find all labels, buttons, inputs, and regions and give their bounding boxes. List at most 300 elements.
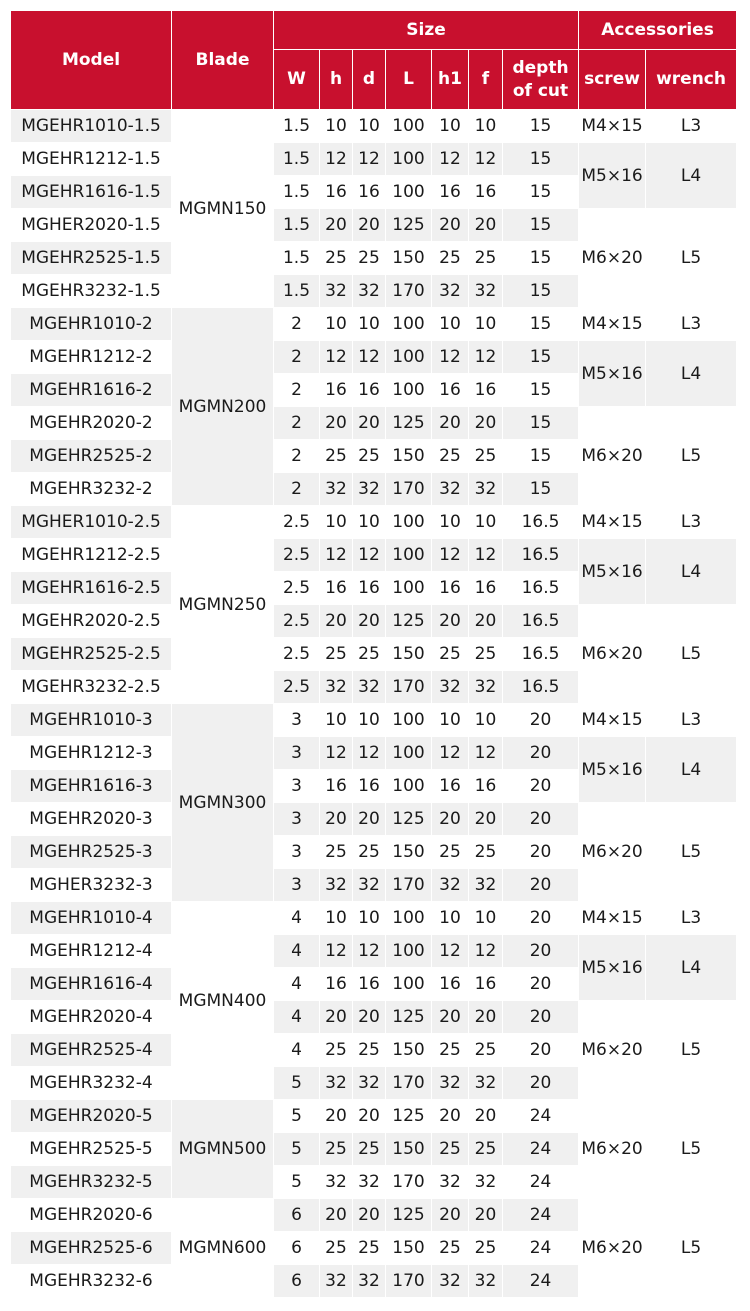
size-cell: 32 bbox=[432, 1166, 469, 1199]
size-cell: 32 bbox=[469, 1067, 503, 1100]
model-cell: MGEHR3232-5 bbox=[11, 1166, 172, 1199]
model-cell: MGEHR2525-4 bbox=[11, 1034, 172, 1067]
size-cell: 16.5 bbox=[503, 506, 579, 539]
screw-cell: M4×15 bbox=[579, 704, 646, 737]
size-cell: 3 bbox=[274, 836, 320, 869]
size-cell: 32 bbox=[353, 275, 386, 308]
size-cell: 25 bbox=[469, 1133, 503, 1166]
size-cell: 25 bbox=[320, 242, 353, 275]
size-cell: 20 bbox=[503, 803, 579, 836]
screw-cell: M5×16 bbox=[579, 935, 646, 1001]
size-cell: 20 bbox=[469, 1001, 503, 1034]
size-cell: 16 bbox=[320, 374, 353, 407]
size-cell: 10 bbox=[432, 308, 469, 341]
size-cell: 32 bbox=[469, 1265, 503, 1298]
screw-cell: M5×16 bbox=[579, 341, 646, 407]
screw-cell: M5×16 bbox=[579, 143, 646, 209]
model-cell: MGEHR1616-1.5 bbox=[11, 176, 172, 209]
size-cell: 12 bbox=[432, 341, 469, 374]
size-cell: 25 bbox=[353, 836, 386, 869]
screw-cell: M6×20 bbox=[579, 1199, 646, 1298]
size-cell: 15 bbox=[503, 473, 579, 506]
size-cell: 24 bbox=[503, 1265, 579, 1298]
size-cell: 15 bbox=[503, 209, 579, 242]
size-cell: 20 bbox=[432, 1100, 469, 1133]
size-cell: 25 bbox=[469, 1232, 503, 1265]
size-cell: 15 bbox=[503, 143, 579, 176]
size-cell: 5 bbox=[274, 1166, 320, 1199]
size-cell: 25 bbox=[432, 836, 469, 869]
size-cell: 16 bbox=[353, 770, 386, 803]
wrench-cell: L4 bbox=[646, 935, 736, 1001]
size-cell: 100 bbox=[386, 374, 432, 407]
screw-cell: M6×20 bbox=[579, 605, 646, 704]
size-cell: 12 bbox=[320, 737, 353, 770]
table-row bbox=[11, 1001, 736, 1034]
size-cell: 12 bbox=[469, 935, 503, 968]
size-cell: 32 bbox=[353, 1067, 386, 1100]
size-cell: 25 bbox=[432, 1232, 469, 1265]
blade-cell: MGMN200 bbox=[172, 308, 274, 506]
size-cell: 2 bbox=[274, 440, 320, 473]
table-row bbox=[11, 209, 736, 242]
size-cell: 32 bbox=[432, 473, 469, 506]
wrench-cell: L4 bbox=[646, 341, 736, 407]
size-cell: 15 bbox=[503, 242, 579, 275]
size-cell: 20 bbox=[320, 1199, 353, 1232]
size-cell: 5 bbox=[274, 1067, 320, 1100]
size-cell: 10 bbox=[432, 506, 469, 539]
size-cell: 24 bbox=[503, 1166, 579, 1199]
model-cell: MGEHR2020-6 bbox=[11, 1199, 172, 1232]
size-cell: 20 bbox=[469, 209, 503, 242]
size-cell: 15 bbox=[503, 275, 579, 308]
size-cell: 20 bbox=[320, 605, 353, 638]
model-cell: MGEHR1616-2 bbox=[11, 374, 172, 407]
model-cell: MGEHR2525-5 bbox=[11, 1133, 172, 1166]
size-cell: 25 bbox=[432, 638, 469, 671]
header-h: h bbox=[320, 50, 353, 110]
size-cell: 2 bbox=[274, 473, 320, 506]
model-cell: MGEHR2020-2 bbox=[11, 407, 172, 440]
table-row bbox=[11, 143, 736, 176]
size-cell: 100 bbox=[386, 506, 432, 539]
size-cell: 10 bbox=[353, 704, 386, 737]
size-cell: 32 bbox=[469, 1166, 503, 1199]
size-cell: 15 bbox=[503, 374, 579, 407]
size-cell: 12 bbox=[469, 737, 503, 770]
model-cell: MGEHR2020-5 bbox=[11, 1100, 172, 1133]
model-cell: MGEHR2525-2 bbox=[11, 440, 172, 473]
table-row bbox=[11, 704, 736, 737]
size-cell: 125 bbox=[386, 1100, 432, 1133]
size-cell: 10 bbox=[320, 308, 353, 341]
size-cell: 15 bbox=[503, 110, 579, 143]
size-cell: 10 bbox=[469, 308, 503, 341]
size-cell: 32 bbox=[320, 1265, 353, 1298]
size-cell: 32 bbox=[469, 473, 503, 506]
model-cell: MGEHR1010-3 bbox=[11, 704, 172, 737]
size-cell: 2.5 bbox=[274, 638, 320, 671]
size-cell: 25 bbox=[353, 1034, 386, 1067]
header-depth-of-cut: depth of cut bbox=[503, 50, 579, 110]
size-cell: 6 bbox=[274, 1199, 320, 1232]
size-cell: 25 bbox=[320, 440, 353, 473]
size-cell: 100 bbox=[386, 341, 432, 374]
size-cell: 12 bbox=[432, 737, 469, 770]
size-cell: 24 bbox=[503, 1133, 579, 1166]
size-cell: 100 bbox=[386, 968, 432, 1001]
size-cell: 25 bbox=[469, 440, 503, 473]
model-cell: MGEHR1616-4 bbox=[11, 968, 172, 1001]
size-cell: 5 bbox=[274, 1133, 320, 1166]
model-cell: MGEHR1212-3 bbox=[11, 737, 172, 770]
size-cell: 12 bbox=[432, 143, 469, 176]
table-row bbox=[11, 110, 736, 143]
size-cell: 32 bbox=[320, 869, 353, 902]
wrench-cell: L5 bbox=[646, 1199, 736, 1298]
size-cell: 32 bbox=[432, 1067, 469, 1100]
table-row bbox=[11, 1199, 736, 1232]
table-row bbox=[11, 1100, 736, 1133]
size-cell: 100 bbox=[386, 704, 432, 737]
table-row bbox=[11, 737, 736, 770]
size-cell: 25 bbox=[353, 638, 386, 671]
size-cell: 20 bbox=[353, 803, 386, 836]
screw-cell: M4×15 bbox=[579, 110, 646, 143]
size-cell: 12 bbox=[353, 341, 386, 374]
size-cell: 25 bbox=[432, 440, 469, 473]
size-cell: 100 bbox=[386, 737, 432, 770]
size-cell: 32 bbox=[320, 671, 353, 704]
header-wrench: wrench bbox=[646, 50, 736, 110]
size-cell: 3 bbox=[274, 770, 320, 803]
model-cell: MGEHR2525-1.5 bbox=[11, 242, 172, 275]
size-cell: 100 bbox=[386, 176, 432, 209]
wrench-cell: L4 bbox=[646, 737, 736, 803]
table-body bbox=[11, 110, 736, 1298]
size-cell: 4 bbox=[274, 1001, 320, 1034]
size-cell: 16 bbox=[353, 968, 386, 1001]
size-cell: 16.5 bbox=[503, 572, 579, 605]
size-cell: 16 bbox=[432, 968, 469, 1001]
size-cell: 1.5 bbox=[274, 242, 320, 275]
table-row bbox=[11, 341, 736, 374]
size-cell: 25 bbox=[353, 1133, 386, 1166]
size-cell: 16 bbox=[353, 176, 386, 209]
model-cell: MGEHR1212-2 bbox=[11, 341, 172, 374]
size-cell: 25 bbox=[432, 1133, 469, 1166]
size-cell: 16 bbox=[469, 968, 503, 1001]
table-row bbox=[11, 605, 736, 638]
size-cell: 32 bbox=[353, 869, 386, 902]
size-cell: 20 bbox=[432, 803, 469, 836]
model-cell: MGEHR2525-3 bbox=[11, 836, 172, 869]
size-cell: 16 bbox=[469, 374, 503, 407]
size-cell: 2.5 bbox=[274, 539, 320, 572]
size-cell: 12 bbox=[432, 935, 469, 968]
size-cell: 3 bbox=[274, 803, 320, 836]
table-row bbox=[11, 407, 736, 440]
size-cell: 2 bbox=[274, 341, 320, 374]
size-cell: 20 bbox=[503, 1067, 579, 1100]
header-blade: Blade bbox=[172, 11, 274, 110]
wrench-cell: L3 bbox=[646, 308, 736, 341]
model-cell: MGEHR3232-4 bbox=[11, 1067, 172, 1100]
screw-cell: M5×16 bbox=[579, 737, 646, 803]
size-cell: 100 bbox=[386, 539, 432, 572]
table-row bbox=[11, 935, 736, 968]
size-cell: 25 bbox=[353, 440, 386, 473]
size-cell: 10 bbox=[432, 704, 469, 737]
size-cell: 16 bbox=[432, 176, 469, 209]
size-cell: 20 bbox=[320, 407, 353, 440]
size-cell: 32 bbox=[320, 1166, 353, 1199]
size-cell: 16 bbox=[320, 770, 353, 803]
size-cell: 12 bbox=[320, 143, 353, 176]
size-cell: 20 bbox=[320, 803, 353, 836]
size-cell: 150 bbox=[386, 1133, 432, 1166]
size-cell: 25 bbox=[432, 242, 469, 275]
size-cell: 2.5 bbox=[274, 605, 320, 638]
size-cell: 32 bbox=[353, 1265, 386, 1298]
size-cell: 150 bbox=[386, 1034, 432, 1067]
size-cell: 6 bbox=[274, 1232, 320, 1265]
size-cell: 6 bbox=[274, 1265, 320, 1298]
size-cell: 20 bbox=[503, 704, 579, 737]
model-cell: MGEHR3232-6 bbox=[11, 1265, 172, 1298]
size-cell: 125 bbox=[386, 605, 432, 638]
size-cell: 32 bbox=[432, 869, 469, 902]
size-cell: 20 bbox=[469, 605, 503, 638]
size-cell: 20 bbox=[469, 803, 503, 836]
size-cell: 25 bbox=[320, 638, 353, 671]
screw-cell: M5×16 bbox=[579, 539, 646, 605]
wrench-cell: L3 bbox=[646, 902, 736, 935]
size-cell: 32 bbox=[353, 671, 386, 704]
size-cell: 16 bbox=[320, 968, 353, 1001]
size-cell: 20 bbox=[503, 968, 579, 1001]
size-cell: 150 bbox=[386, 836, 432, 869]
blade-cell: MGMN250 bbox=[172, 506, 274, 704]
blade-cell: MGMN300 bbox=[172, 704, 274, 902]
size-cell: 24 bbox=[503, 1232, 579, 1265]
screw-cell: M4×15 bbox=[579, 902, 646, 935]
blade-cell: MGMN500 bbox=[172, 1100, 274, 1199]
model-cell: MGEHR3232-2 bbox=[11, 473, 172, 506]
size-cell: 10 bbox=[432, 902, 469, 935]
size-cell: 16 bbox=[353, 572, 386, 605]
size-cell: 20 bbox=[353, 1001, 386, 1034]
size-cell: 125 bbox=[386, 209, 432, 242]
model-cell: MGEHR1010-1.5 bbox=[11, 110, 172, 143]
model-cell: MGEHR3232-1.5 bbox=[11, 275, 172, 308]
size-cell: 10 bbox=[353, 308, 386, 341]
size-cell: 20 bbox=[469, 1100, 503, 1133]
wrench-cell: L3 bbox=[646, 110, 736, 143]
screw-cell: M4×15 bbox=[579, 506, 646, 539]
model-cell: MGEHR1616-2.5 bbox=[11, 572, 172, 605]
wrench-cell: L3 bbox=[646, 704, 736, 737]
model-cell: MGEHR1212-4 bbox=[11, 935, 172, 968]
wrench-cell: L5 bbox=[646, 1001, 736, 1100]
size-cell: 16 bbox=[320, 572, 353, 605]
header-d: d bbox=[353, 50, 386, 110]
model-cell: MGEHR1616-3 bbox=[11, 770, 172, 803]
model-cell: MGEHR1212-2.5 bbox=[11, 539, 172, 572]
size-cell: 12 bbox=[320, 935, 353, 968]
size-cell: 20 bbox=[432, 1001, 469, 1034]
size-cell: 170 bbox=[386, 473, 432, 506]
size-cell: 20 bbox=[353, 407, 386, 440]
model-cell: MGEHR2020-3 bbox=[11, 803, 172, 836]
size-cell: 4 bbox=[274, 935, 320, 968]
header-model: Model bbox=[11, 11, 172, 110]
header-l: L bbox=[386, 50, 432, 110]
model-cell: MGEHR1212-1.5 bbox=[11, 143, 172, 176]
size-cell: 10 bbox=[353, 506, 386, 539]
size-cell: 100 bbox=[386, 902, 432, 935]
blade-cell: MGMN150 bbox=[172, 110, 274, 308]
size-cell: 32 bbox=[432, 275, 469, 308]
size-cell: 170 bbox=[386, 1067, 432, 1100]
size-cell: 10 bbox=[469, 110, 503, 143]
size-cell: 1.5 bbox=[274, 275, 320, 308]
size-cell: 25 bbox=[320, 1034, 353, 1067]
size-cell: 170 bbox=[386, 1166, 432, 1199]
size-cell: 20 bbox=[503, 1034, 579, 1067]
table-row bbox=[11, 539, 736, 572]
size-cell: 1.5 bbox=[274, 110, 320, 143]
header-w: W bbox=[274, 50, 320, 110]
size-cell: 20 bbox=[432, 407, 469, 440]
model-cell: MGEHR2020-2.5 bbox=[11, 605, 172, 638]
size-cell: 15 bbox=[503, 308, 579, 341]
size-cell: 16 bbox=[320, 176, 353, 209]
size-cell: 20 bbox=[353, 605, 386, 638]
header-f: f bbox=[469, 50, 503, 110]
screw-cell: M6×20 bbox=[579, 209, 646, 308]
size-cell: 4 bbox=[274, 902, 320, 935]
screw-cell: M6×20 bbox=[579, 407, 646, 506]
size-cell: 20 bbox=[320, 1001, 353, 1034]
size-cell: 10 bbox=[353, 110, 386, 143]
wrench-cell: L5 bbox=[646, 407, 736, 506]
size-cell: 2.5 bbox=[274, 506, 320, 539]
wrench-cell: L4 bbox=[646, 143, 736, 209]
size-cell: 100 bbox=[386, 143, 432, 176]
size-cell: 32 bbox=[353, 1166, 386, 1199]
size-cell: 3 bbox=[274, 704, 320, 737]
size-cell: 20 bbox=[432, 209, 469, 242]
wrench-cell: L5 bbox=[646, 1100, 736, 1199]
size-cell: 25 bbox=[320, 1133, 353, 1166]
size-cell: 16.5 bbox=[503, 671, 579, 704]
size-cell: 15 bbox=[503, 341, 579, 374]
size-cell: 25 bbox=[353, 242, 386, 275]
blade-cell: MGMN600 bbox=[172, 1199, 274, 1298]
size-cell: 12 bbox=[320, 341, 353, 374]
size-cell: 20 bbox=[503, 836, 579, 869]
size-cell: 10 bbox=[469, 506, 503, 539]
size-cell: 12 bbox=[432, 539, 469, 572]
size-cell: 170 bbox=[386, 869, 432, 902]
size-cell: 20 bbox=[432, 605, 469, 638]
size-cell: 20 bbox=[503, 1001, 579, 1034]
size-cell: 10 bbox=[469, 704, 503, 737]
model-cell: MGHER1010-2.5 bbox=[11, 506, 172, 539]
size-cell: 32 bbox=[469, 275, 503, 308]
size-cell: 25 bbox=[469, 836, 503, 869]
size-cell: 16.5 bbox=[503, 638, 579, 671]
wrench-cell: L5 bbox=[646, 803, 736, 902]
model-cell: MGEHR2525-2.5 bbox=[11, 638, 172, 671]
model-cell: MGEHR3232-2.5 bbox=[11, 671, 172, 704]
size-cell: 20 bbox=[503, 770, 579, 803]
size-cell: 125 bbox=[386, 803, 432, 836]
wrench-cell: L5 bbox=[646, 605, 736, 704]
screw-cell: M6×20 bbox=[579, 1100, 646, 1199]
size-cell: 170 bbox=[386, 275, 432, 308]
size-cell: 16 bbox=[432, 572, 469, 605]
header-screw: screw bbox=[579, 50, 646, 110]
wrench-cell: L4 bbox=[646, 539, 736, 605]
size-cell: 20 bbox=[469, 1199, 503, 1232]
size-cell: 1.5 bbox=[274, 176, 320, 209]
size-cell: 32 bbox=[469, 869, 503, 902]
size-cell: 20 bbox=[503, 902, 579, 935]
size-cell: 15 bbox=[503, 440, 579, 473]
size-cell: 16 bbox=[353, 374, 386, 407]
model-cell: MGEHR1010-2 bbox=[11, 308, 172, 341]
size-cell: 100 bbox=[386, 935, 432, 968]
size-cell: 10 bbox=[469, 902, 503, 935]
size-cell: 10 bbox=[353, 902, 386, 935]
size-cell: 150 bbox=[386, 1232, 432, 1265]
size-cell: 170 bbox=[386, 671, 432, 704]
screw-cell: M6×20 bbox=[579, 803, 646, 902]
size-cell: 3 bbox=[274, 869, 320, 902]
size-cell: 24 bbox=[503, 1100, 579, 1133]
size-cell: 32 bbox=[353, 473, 386, 506]
size-cell: 12 bbox=[469, 539, 503, 572]
size-cell: 25 bbox=[469, 1034, 503, 1067]
size-cell: 3 bbox=[274, 737, 320, 770]
header-size: Size bbox=[274, 11, 579, 50]
table-row bbox=[11, 803, 736, 836]
header-accessories: Accessories bbox=[579, 11, 736, 50]
size-cell: 20 bbox=[320, 209, 353, 242]
size-cell: 16 bbox=[469, 572, 503, 605]
wrench-cell: L3 bbox=[646, 506, 736, 539]
size-cell: 32 bbox=[432, 671, 469, 704]
size-cell: 150 bbox=[386, 242, 432, 275]
size-cell: 20 bbox=[353, 1199, 386, 1232]
size-cell: 100 bbox=[386, 770, 432, 803]
size-cell: 32 bbox=[320, 473, 353, 506]
table-row bbox=[11, 506, 736, 539]
size-cell: 25 bbox=[469, 638, 503, 671]
size-cell: 25 bbox=[353, 1232, 386, 1265]
size-cell: 20 bbox=[503, 869, 579, 902]
size-cell: 2 bbox=[274, 374, 320, 407]
screw-cell: M4×15 bbox=[579, 308, 646, 341]
size-cell: 12 bbox=[353, 143, 386, 176]
size-cell: 16 bbox=[432, 374, 469, 407]
model-cell: MGEHR2525-6 bbox=[11, 1232, 172, 1265]
table-row bbox=[11, 308, 736, 341]
size-cell: 125 bbox=[386, 407, 432, 440]
